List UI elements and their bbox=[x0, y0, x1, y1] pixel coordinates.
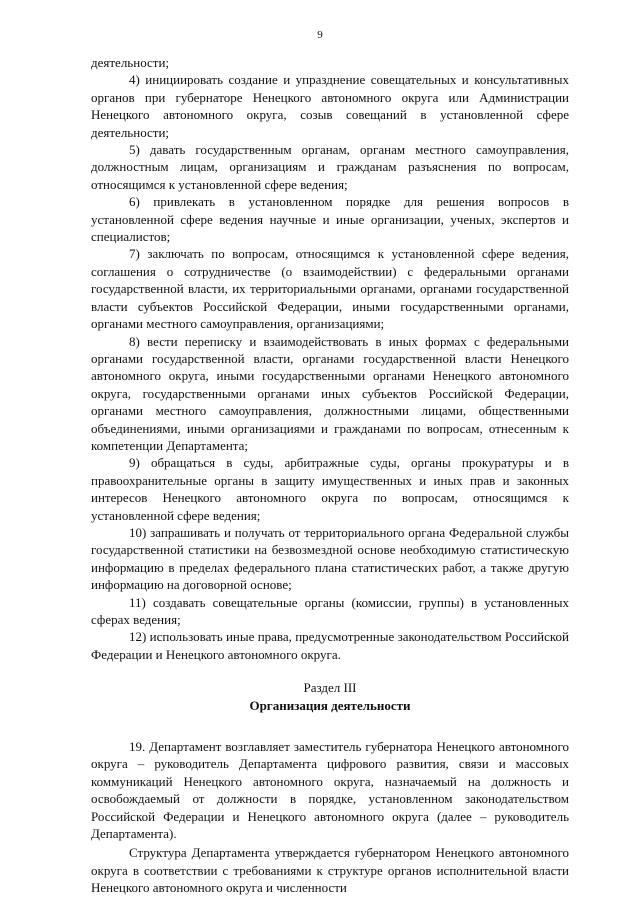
list-item: 10) запрашивать и получать от территориального органа Федеральной службы государственной статистики на безвозмездной основе необходимую статистическую информацию в пределах федерального плана статистических работ, а также другую информацию на договорной основе; bbox=[91, 524, 569, 593]
page-number: 9 bbox=[317, 29, 323, 41]
list-item: 8) вести переписку и взаимодействовать в иных формах с федеральными органами государственной власти, органами государственной власти Ненецкого автономного округа, иными государственными органами Ненецкого автономного округа, государственными органами иных субъектов Российской Федерации, органами местного самоуправления, должностными лицами, общественными объединениями, иными организациями и гражданами по вопросам, отнесенным к компетенции Департамента; bbox=[91, 333, 569, 453]
list-item: 7) заключать по вопросам, относящимся к установленной сфере ведения, соглашения о сотрудничестве (о взаимодействии) с федеральными органами государственной власти, их территориальными органами, органами государственной власти субъектов Российской Федерации, иными государственными органами, органами местного самоуправления, организациями; bbox=[91, 246, 569, 332]
list-item: 9) обращаться в суды, арбитражные суды, органы прокуратуры и в правоохранительные органы в защиту имущественных и иных прав и законных интересов Ненецкого автономного округа по вопросам, относящимся к установленной сфере ведения; bbox=[91, 455, 569, 523]
section-title: Организация деятельности bbox=[249, 697, 411, 713]
list-item: 4) инициировать создание и упразднение совещательных и консультативных органов при губернаторе Ненецкого автономного округа или Администрации Ненецкого автономного округа, созыв совещаний в установленной сфере деятельности; bbox=[91, 72, 569, 140]
list-item: 11) создавать совещательные органы (комиссии, группы) в установленных сферах ведения; bbox=[91, 594, 569, 627]
list-item: 6) привлекать в установленном порядке для решения вопросов в установленной сфере ведения научные и иные организации, ученых, экспертов и специалистов; bbox=[91, 194, 569, 245]
continuation-text: деятельности; bbox=[91, 55, 170, 70]
document-body bbox=[91, 54, 569, 897]
list-item: 5) давать государственным органам, органам местного самоуправления, должностным лицам, организациям и гражданам разъяснения по вопросам, относящимся к установленной сфере ведения; bbox=[91, 142, 569, 192]
paragraph: 19. Департамент возглавляет заместитель губернатора Ненецкого автономного округа – руководитель Департамента цифрового развития, связи и массовых коммуникаций Ненецкого автономного округа, назначаемый на должность и освобождаемый от должности в порядке, установленном законодательством Российской Федерации и Ненецкого автономного округа (далее – руководитель Департамента). bbox=[91, 739, 569, 842]
paragraph: Структура Департамента утверждается губернатором Ненецкого автономного округа в соответствии с требованиями к структуре органов исполнительной власти Ненецкого автономного округа и численности bbox=[91, 845, 569, 896]
list-item: 12) использовать иные права, предусмотренные законодательством Российской Федерации и Ненецкого автономного округа. bbox=[91, 629, 569, 662]
section-number: Раздел III bbox=[303, 680, 357, 696]
